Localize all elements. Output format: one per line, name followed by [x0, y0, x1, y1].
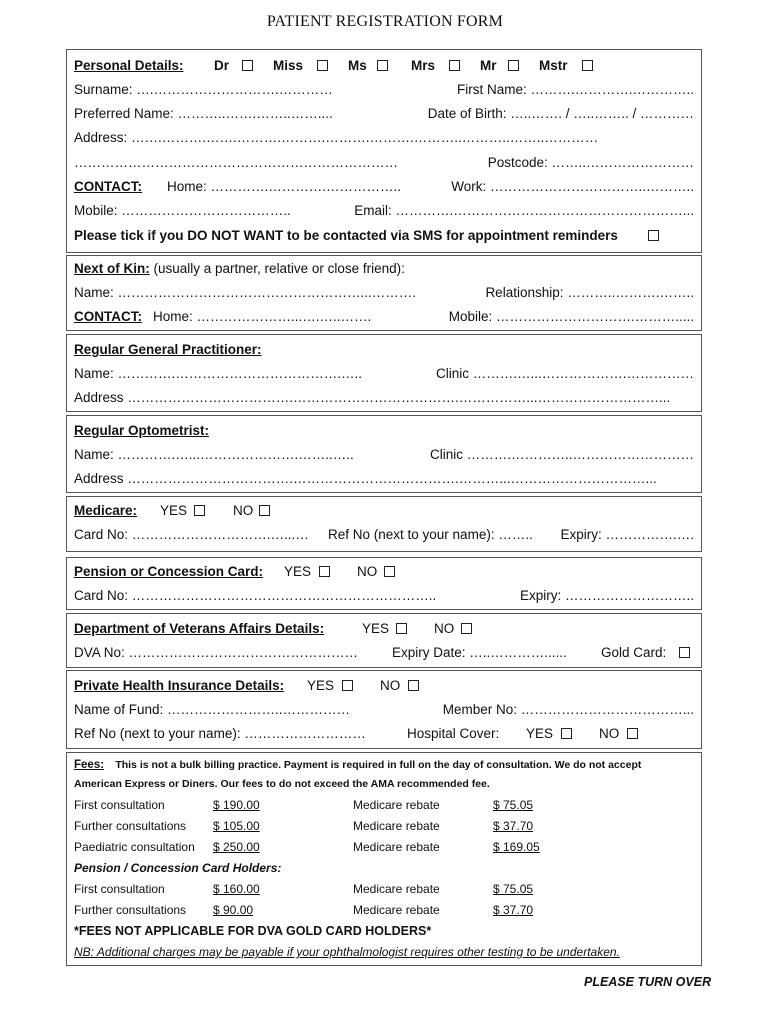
fee-label: First consultation — [74, 798, 165, 812]
optometrist-name-field[interactable]: Name: ………….…...………………….……..….. — [74, 447, 354, 462]
hospital-yes-label: YES — [526, 726, 554, 741]
member-number-field[interactable]: Member No: ………………………………... — [442, 702, 694, 717]
medicare-yes-label: YES — [160, 503, 188, 518]
phi-yes-label: YES — [307, 678, 335, 693]
address-field[interactable]: Address: …….……….…….……….……….……….……….………..………..……..………… — [74, 130, 599, 145]
hospital-no-label: NO — [599, 726, 620, 741]
fee-label: Further consultations — [74, 903, 187, 917]
fee-amount: $ 160.00 — [213, 882, 260, 896]
pension-section — [66, 557, 702, 610]
dva-heading: Department of Veterans Affairs Details: — [74, 621, 325, 636]
medicare-no-label: NO — [233, 503, 254, 518]
next-of-kin-note: (usually a partner, relative or close friend): — [149, 261, 405, 276]
title-select-row — [74, 57, 694, 75]
rebate-amount: $ 169.05 — [493, 840, 540, 854]
title-dr-label: Dr — [214, 58, 230, 73]
fees-note-line-1: This is not a bulk billing practice. Payment is required in full on the day of consultation. We do not accept — [115, 759, 642, 771]
rebate-label: Medicare rebate — [353, 840, 440, 854]
rebate-amount: $ 37.70 — [493, 903, 534, 917]
pension-no-label: NO — [357, 564, 378, 579]
title-mstr-checkbox[interactable] — [582, 57, 593, 75]
next-of-kin-heading: Next of Kin: — [74, 261, 150, 276]
gp-name-field[interactable]: Name: ………….……………………………….….. — [74, 366, 363, 381]
form-title: PATIENT REGISTRATION FORM — [266, 13, 504, 30]
title-ms-checkbox[interactable] — [377, 57, 388, 75]
rebate-amount: $ 75.05 — [493, 882, 534, 896]
fee-amount: $ 250.00 — [213, 840, 260, 854]
preferred-name-field[interactable]: Preferred Name: ………..…….……..…….... — [74, 106, 333, 121]
fund-name-field[interactable]: Name of Fund: ……………………..…………… — [74, 702, 351, 717]
kin-contact-label: CONTACT: — [74, 309, 142, 324]
optometrist-section — [66, 415, 702, 493]
dva-no-checkbox[interactable] — [461, 620, 472, 638]
hospital-cover-label: Hospital Cover: — [407, 726, 500, 741]
private-health-section — [66, 670, 702, 749]
home-phone-field[interactable]: Home: ………….………….…………….. — [167, 179, 402, 194]
date-of-birth-field[interactable]: Date of Birth: …..……. / …..…….. / ………… — [427, 106, 694, 121]
title-ms-label: Ms — [348, 58, 367, 73]
sms-optout-checkbox[interactable] — [648, 227, 659, 245]
gp-address-field[interactable]: Address ……………………………….……………………………….……………...………………………... — [74, 390, 671, 405]
optometrist-heading: Regular Optometrist: — [74, 423, 210, 438]
pension-yes-label: YES — [284, 564, 312, 579]
phi-yes-checkbox[interactable] — [342, 677, 353, 695]
rebate-label: Medicare rebate — [353, 798, 440, 812]
dva-section — [66, 613, 702, 668]
fee-row — [74, 902, 694, 918]
fee-label: Further consultations — [74, 819, 187, 833]
pension-no-checkbox[interactable] — [384, 563, 395, 581]
pension-yes-checkbox[interactable] — [319, 563, 330, 581]
rebate-label: Medicare rebate — [353, 882, 440, 896]
title-mrs-checkbox[interactable] — [449, 57, 460, 75]
hospital-yes-checkbox[interactable] — [561, 725, 572, 743]
dva-no-label: NO — [434, 621, 455, 636]
pension-expiry-field[interactable]: Expiry: ……………………….. — [519, 588, 694, 603]
medicare-card-field[interactable]: Card No: ………………………….…...… — [74, 527, 309, 542]
dva-gold-card-label: Gold Card: — [601, 645, 667, 660]
contact-label: CONTACT: — [74, 179, 142, 194]
phi-ref-field[interactable]: Ref No (next to your name): ……………………… — [74, 726, 366, 741]
personal-details-heading: Personal Details: — [74, 58, 184, 73]
pension-card-field[interactable]: Card No: ………………………………………………………….. — [74, 588, 437, 603]
personal-details-section — [66, 49, 702, 253]
email-field[interactable]: Email: ………….……………………………………………... — [354, 203, 694, 218]
fees-section — [66, 752, 702, 966]
kin-name-field[interactable]: Name: ………………………………………………...………. — [74, 285, 417, 300]
please-turn-over: PLEASE TURN OVER — [584, 975, 712, 989]
medicare-section — [66, 496, 702, 552]
fee-row — [74, 839, 694, 855]
title-dr-checkbox[interactable] — [242, 57, 253, 75]
phi-heading: Private Health Insurance Details: — [74, 678, 285, 693]
optometrist-clinic-field[interactable]: Clinic ……….…………..……………………… — [429, 447, 694, 462]
title-mstr-label: Mstr — [539, 58, 568, 73]
medicare-expiry-field[interactable]: Expiry: …………….…. — [560, 527, 694, 542]
phi-no-label: NO — [380, 678, 401, 693]
mobile-field[interactable]: Mobile: ……………………………….. — [74, 203, 291, 218]
phi-no-checkbox[interactable] — [408, 677, 419, 695]
title-miss-checkbox[interactable] — [317, 57, 328, 75]
gp-clinic-field[interactable]: Clinic ……….…...……………….…………… — [435, 366, 694, 381]
gp-heading: Regular General Practitioner: — [74, 342, 262, 357]
medicare-yes-checkbox[interactable] — [194, 502, 205, 520]
fee-row — [74, 881, 694, 897]
additional-charges-note: NB: Additional charges may be payable if your ophthalmologist requires other testing to be undertaken. — [74, 945, 620, 959]
next-of-kin-section — [66, 255, 702, 331]
first-name-field[interactable]: First Name: ……….………….………….. — [456, 82, 694, 97]
kin-home-field[interactable]: Home: …………………...….…..……. — [153, 309, 372, 324]
surname-field[interactable]: Surname: ….……………………….………… — [74, 82, 333, 97]
dva-number-field[interactable]: DVA No: …………………………………………… — [74, 645, 359, 660]
dva-yes-label: YES — [362, 621, 390, 636]
pension-heading: Pension or Concession Card: — [74, 564, 264, 579]
fee-label: Paediatric consultation — [74, 840, 195, 854]
dva-fees-note: *FEES NOT APPLICABLE FOR DVA GOLD CARD HOLDERS* — [74, 924, 432, 938]
gp-section — [66, 334, 702, 412]
address-line-2-field[interactable]: ……………………………………………………………… — [74, 155, 398, 170]
hospital-no-checkbox[interactable] — [627, 725, 638, 743]
sms-optout-label: Please tick if you DO NOT WANT to be contacted via SMS for appointment reminders — [74, 228, 618, 243]
fees-heading: Fees: — [74, 759, 105, 771]
title-mr-label: Mr — [480, 58, 497, 73]
title-mr-checkbox[interactable] — [508, 57, 519, 75]
rebate-label: Medicare rebate — [353, 903, 440, 917]
kin-relationship-field[interactable]: Relationship: ………..……….…….. — [485, 285, 694, 300]
pension-fees-heading: Pension / Concession Card Holders: — [74, 861, 282, 875]
fees-note-line-2: American Express or Diners. Our fees to do not exceed the AMA recommended fee. — [74, 778, 490, 790]
rebate-amount: $ 75.05 — [493, 798, 534, 812]
fee-amount: $ 90.00 — [213, 903, 254, 917]
medicare-heading: Medicare: — [74, 503, 138, 518]
title-mrs-label: Mrs — [411, 58, 436, 73]
kin-mobile-field[interactable]: Mobile: ………………………….………..... — [448, 309, 694, 324]
work-phone-field[interactable]: Work: ……………………………..……….. — [451, 179, 694, 194]
title-miss-label: Miss — [273, 58, 304, 73]
dva-yes-checkbox[interactable] — [396, 620, 407, 638]
fee-amount: $ 190.00 — [213, 798, 260, 812]
fee-label: First consultation — [74, 882, 165, 896]
rebate-amount: $ 37.70 — [493, 819, 534, 833]
optometrist-address-field[interactable]: Address ……………………………….……………………………….………...…………………………... — [74, 471, 657, 486]
postcode-field[interactable]: Postcode: ……..…………………… — [487, 155, 694, 170]
dva-expiry-field[interactable]: Expiry Date: …..…………...... — [392, 645, 567, 660]
rebate-label: Medicare rebate — [353, 819, 440, 833]
dva-gold-card-checkbox[interactable] — [679, 644, 690, 662]
fee-amount: $ 105.00 — [213, 819, 260, 833]
medicare-no-checkbox[interactable] — [259, 502, 270, 520]
medicare-ref-field[interactable]: Ref No (next to your name): …….. — [328, 527, 533, 542]
fee-row — [74, 797, 694, 813]
fee-row — [74, 818, 694, 834]
